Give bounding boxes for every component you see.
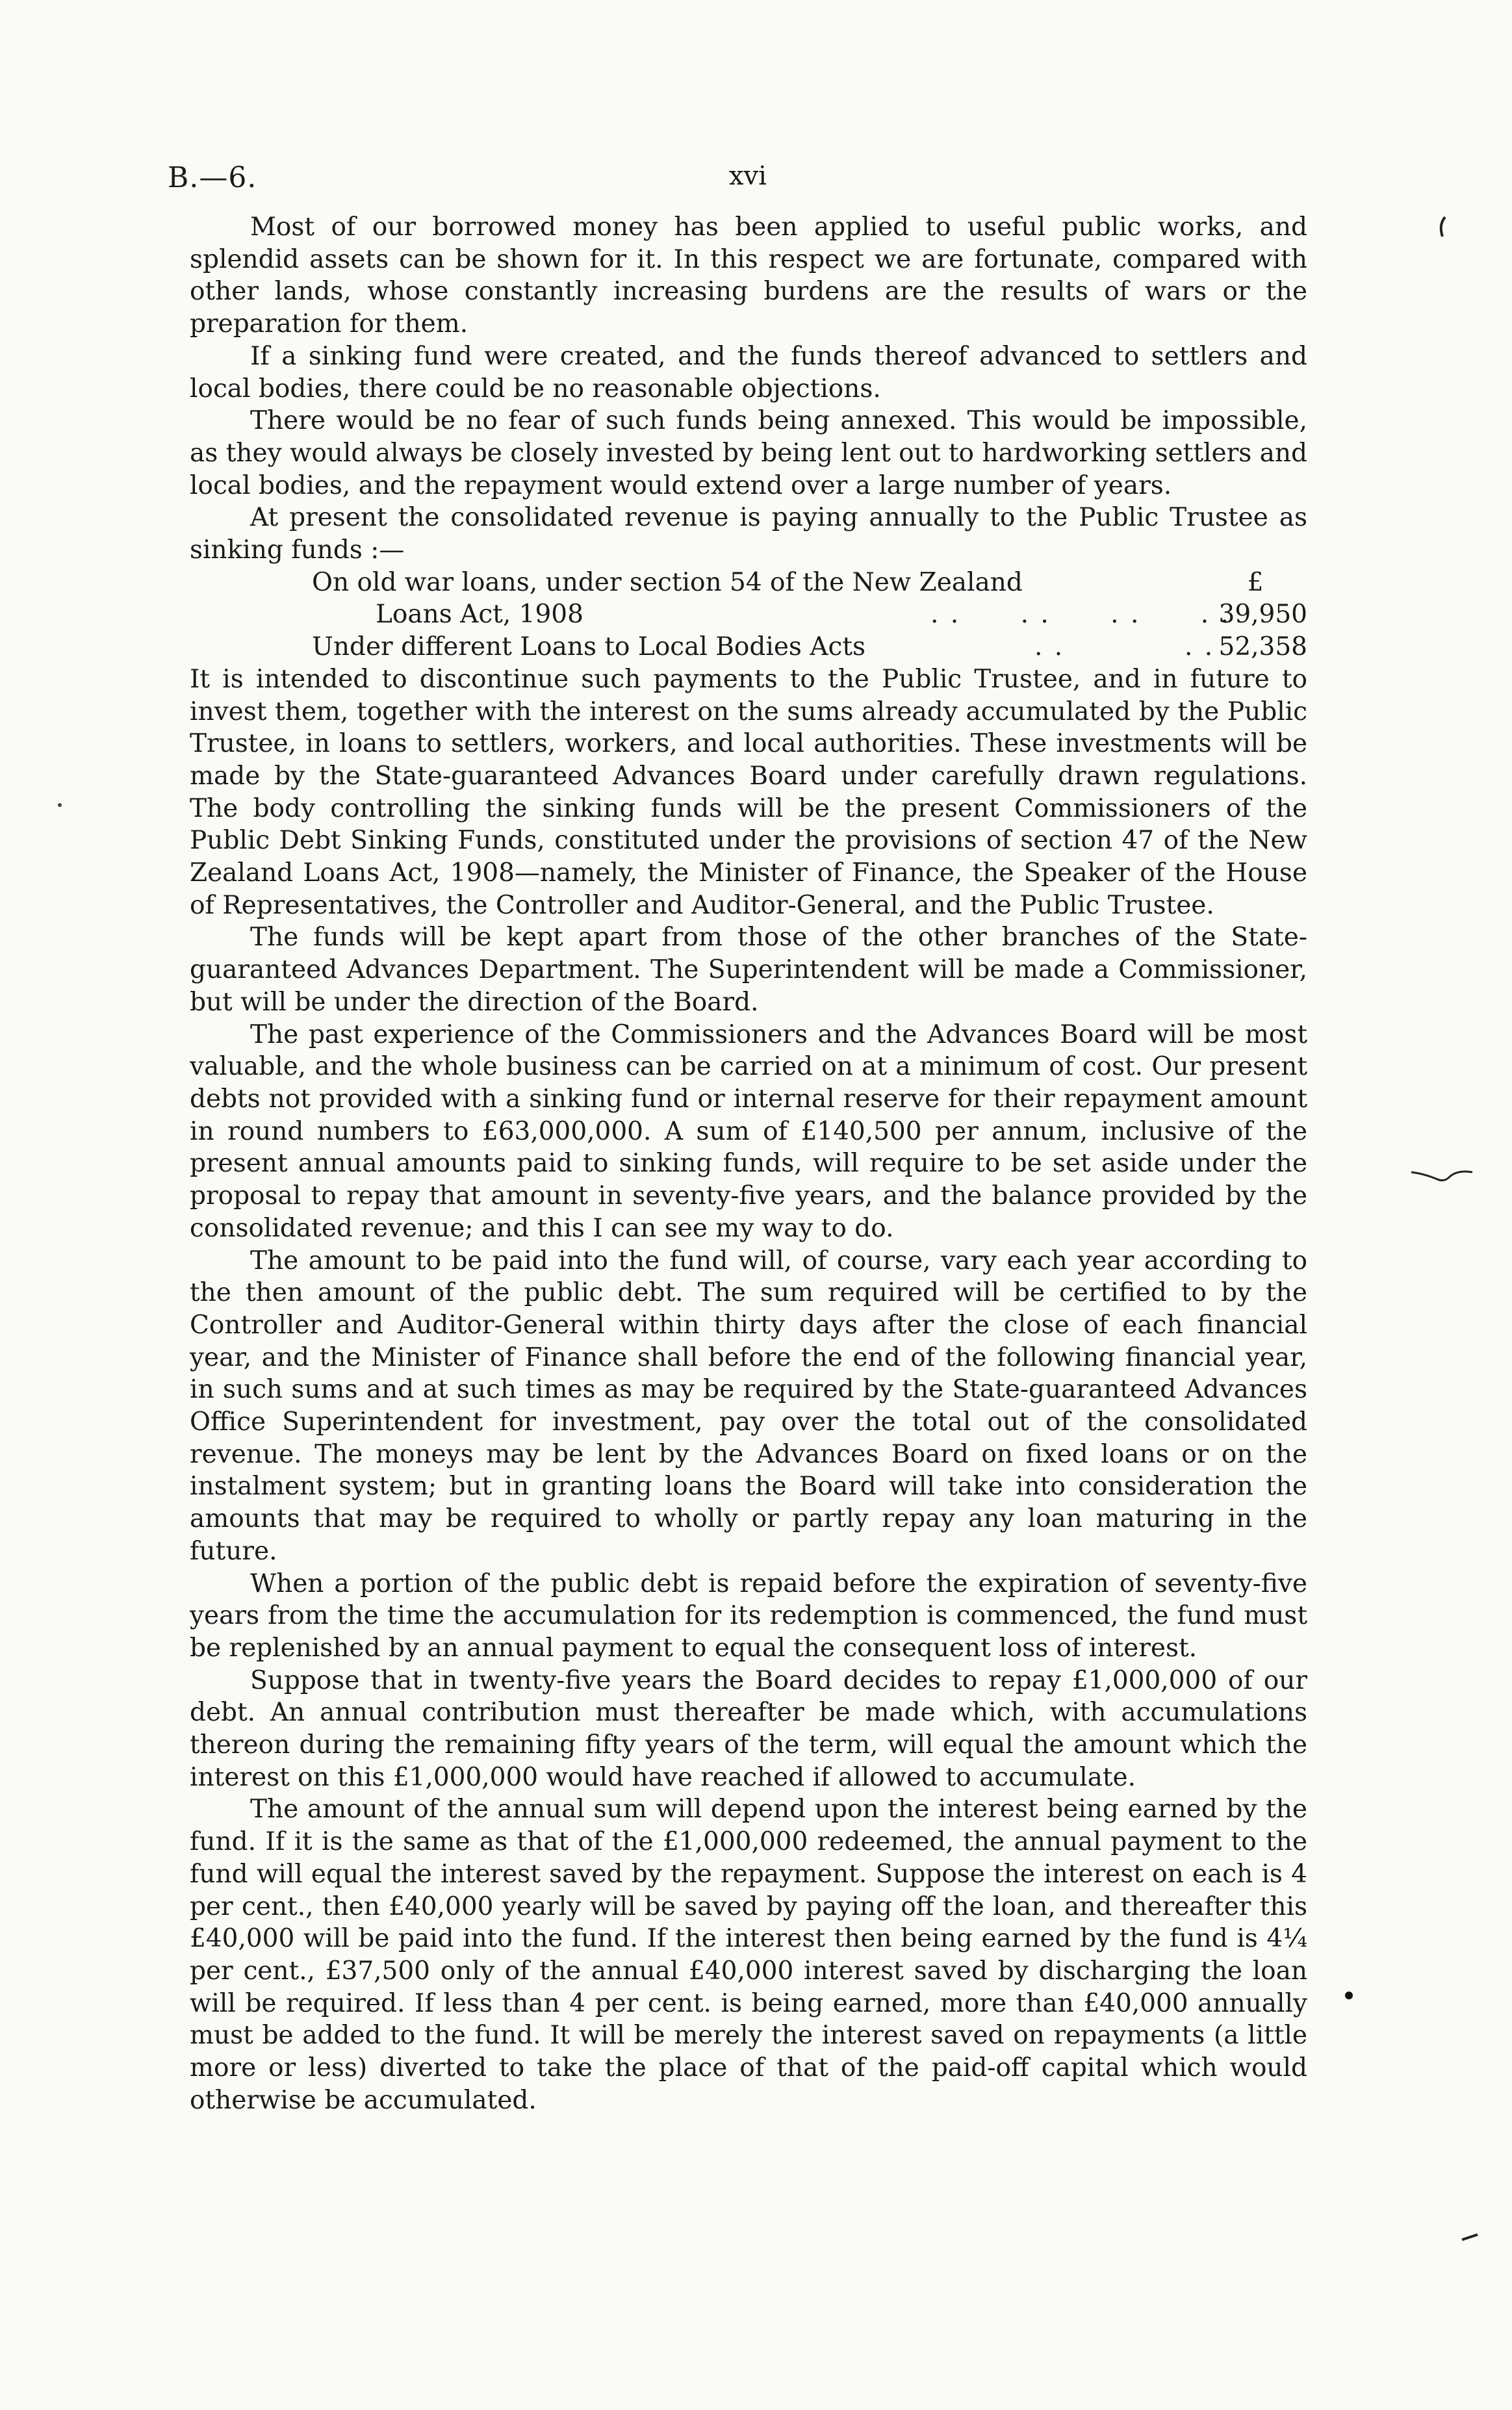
paragraph: The amount of the annual sum will depend upon the interest being earned by the fund. If it is the same as that of the £1,000,000 redeemed, the annual payment to the fund will equal the interest saved by the repayment. Suppose the interest on each is 4 per cent., then £40,000 yearly will be saved by paying off the loan, and thereafter this £40,000 will be paid into the fund. If the interest then being earned by the fund is 4¼ per cent., £37,500 only of the annual £40,000 interest saved by discharging the loan will be required. If less than 4 per cent. is being earned, more than £40,000 annually must be added to the fund. It will be merely the interest saved on repayments (a little more or less) diverted to take the place of that of the paid-off capital which would otherwise be accumulated.	[190, 1795, 1307, 2115]
document-reference: B.—6.	[168, 161, 257, 194]
paragraph: If a sinking fund were created, and the funds thereof advanced to settlers and local bodies, there could be no reasonable objections.	[190, 341, 1307, 404]
leader-dots: . . . . . . . .	[930, 600, 1231, 630]
paragraph: Most of our borrowed money has been applied to useful public works, and splendid assets can be shown for it. In this respect we are fortunate, compared with other lands, whose constantly increasing burdens are the results of wars or the preparation for them.	[190, 212, 1307, 339]
paragraph: The past experience of the Commissioners and the Advances Board will be most valuable, and the whole business can be carried on at a minimum of cost. Our present debts not provided with a sinking fund or internal reserve for their repayment amount in round numbers to £63,000,000. A sum of £140,500 per annum, inclusive of the present annual amounts paid to sinking funds, will require to be set aside under the proposal to repay that amount in seventy-five years, and the balance provided by the consolidated revenue; and this I can see my way to do.	[190, 1019, 1307, 1243]
paragraph: The funds will be kept apart from those of the other branches of the State-guaranteed Advances Department. The Superintendent will be made a Commissioner, but will be under the direction of the Board.	[190, 923, 1307, 1017]
sinking-fund-table	[190, 567, 1307, 663]
margin-mark-bottom-icon	[1461, 2232, 1480, 2245]
table-amount: 39,950	[1218, 600, 1307, 630]
table-row-label: Loans Act, 1908	[376, 600, 583, 630]
leader-dots: . . . .	[1034, 632, 1215, 662]
paragraph: The amount to be paid into the fund will, of course, vary each year according to the then amount of the public debt. The sum required will be certified to by the Controller and Auditor-General within thirty days after the close of each financial year, and the Minister of Finance shall before the end of the following financial year, in such sums and at such times as may be required by the State-guaranteed Advances Office Superintendent for investment, pay over the total out of the consolidated revenue. The moneys may be lent by the Advances Board on fixed loans or on the instalment system; but in granting loans the Board will take into consideration the amounts that may be required to wholly or partly repay any loan maturing in the future.	[190, 1246, 1307, 1566]
table-amount: 52,358	[1218, 632, 1307, 662]
paragraph: Suppose that in twenty-five years the Board decides to repay £1,000,000 of our debt. An annual contribution must thereafter be made which, with accumulations thereon during the remaining fifty years of the term, will equal the amount which the interest on this £1,000,000 would have reached if allowed to accumulate.	[190, 1665, 1307, 1792]
margin-dot-icon	[1344, 1990, 1354, 2003]
table-row-label: Under different Loans to Local Bodies Acts	[312, 632, 866, 662]
stray-dot-left-icon	[57, 798, 62, 810]
paragraph: It is intended to discontinue such payments to the Public Trustee, and in future to invest them, together with the interest on the sums already accumulated by the Public Trustee, in loans to settlers, workers, and local authorities. These investments will be made by the State-guaranteed Advances Board under carefully drawn regulations. The body controlling the sinking funds will be the present Commissioners of the Public Debt Sinking Funds, constituted under the provisions of section 47 of the New Zealand Loans Act, 1908—namely, the Minister of Finance, the Speaker of the House of Representatives, the Controller and Auditor-General, and the Public Trustee.	[190, 664, 1307, 920]
page-number: xvi	[729, 161, 767, 191]
paragraph: There would be no fear of such funds being annexed. This would be impossible, as they would always be closely invested by being lent out to hardworking settlers and local bodies, and the repayment would extend over a large number of years.	[190, 406, 1307, 500]
margin-mark-top-icon	[1436, 214, 1449, 243]
table-row-label: On old war loans, under section 54 of the New Zealand	[312, 567, 1023, 597]
paragraph: When a portion of the public debt is repaid before the expiration of seventy-five years from the time the accumulation for its redemption is commenced, the fund must be replenished by an annual payment to equal the consequent loss of interest.	[190, 1569, 1307, 1663]
article-body	[190, 211, 1307, 2116]
currency-header: £	[1247, 567, 1264, 597]
margin-mark-tilde-icon	[1410, 1163, 1475, 1192]
paragraph: At present the consolidated revenue is paying annually to the Public Trustee as sinking funds :—	[190, 503, 1307, 565]
